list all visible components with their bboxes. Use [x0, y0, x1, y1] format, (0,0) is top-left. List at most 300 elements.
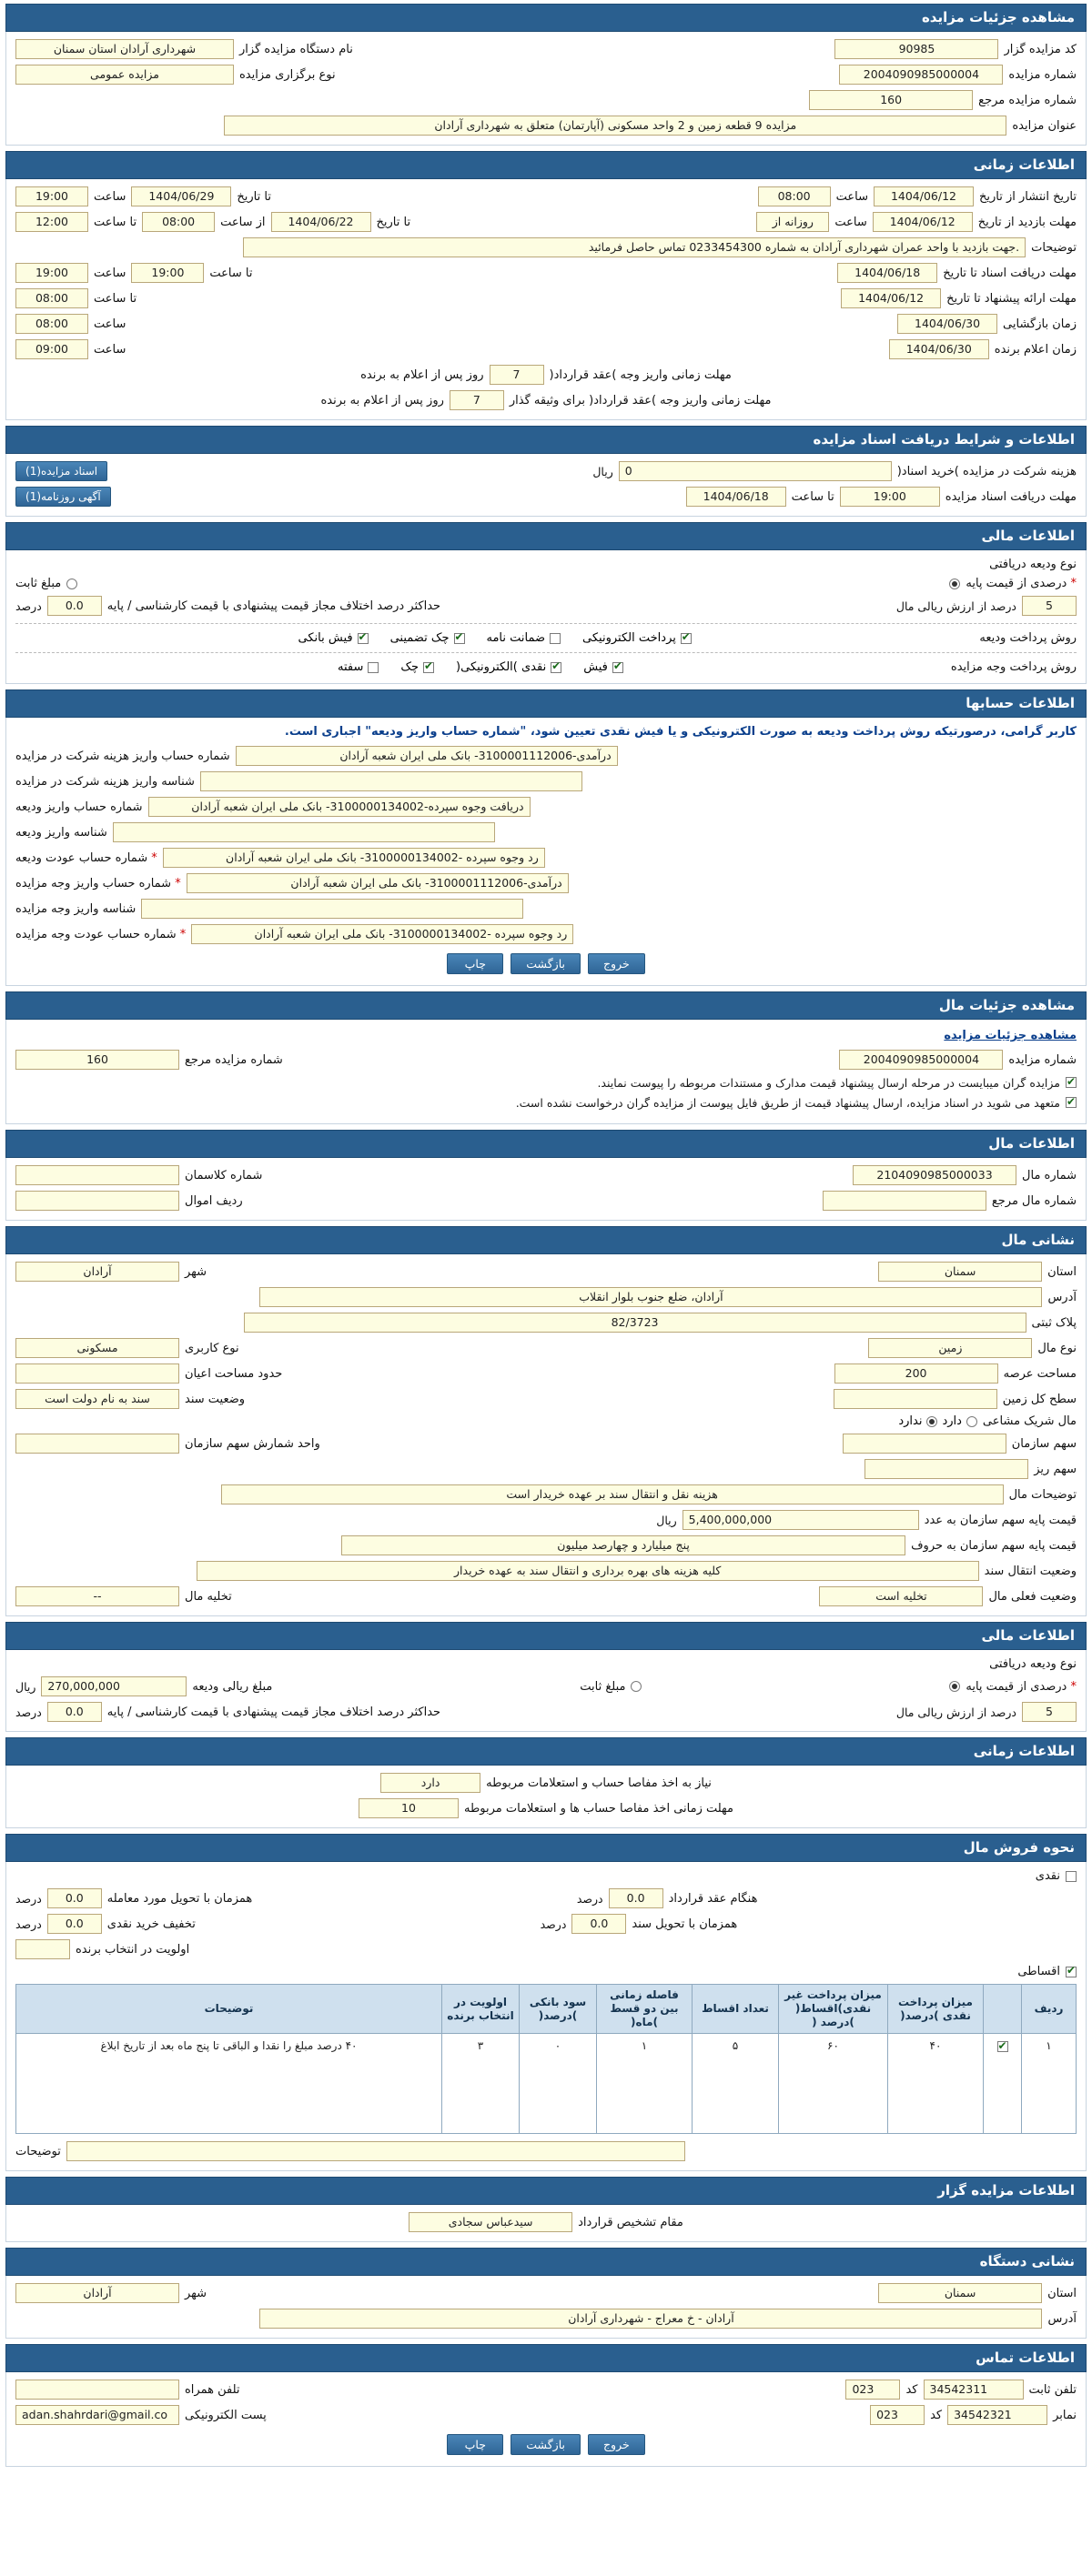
row-doc-deadline	[15, 263, 1077, 283]
checkbox-note-attachments[interactable]	[1066, 1077, 1077, 1088]
label-device-city: شهر	[185, 2286, 207, 2300]
value-sale-desc[interactable]	[66, 2141, 685, 2161]
label-evacuation: تخلیه مال	[185, 1589, 232, 1604]
value-need-clearance[interactable]: دارد	[380, 1773, 480, 1793]
label-joint-none: ندارد	[898, 1414, 923, 1428]
row-province-city	[15, 1262, 1077, 1282]
label-fax: نمابر	[1053, 2408, 1077, 2422]
section-header-property-info: اطلاعات مال	[5, 1130, 1087, 1158]
back-button-top[interactable]: بازگشت	[511, 953, 581, 974]
label-visit-hour-to: تا ساعت	[94, 215, 137, 229]
label-auction-number: شماره مزایده	[1008, 67, 1077, 82]
td-interval: ۱	[597, 2034, 693, 2134]
label-guarantee-letter: ضمانت نامه	[486, 631, 546, 645]
row-account-deposit	[15, 797, 1077, 817]
value-evacuation[interactable]: --	[15, 1586, 179, 1606]
section-header-device-address: نشانی دستگاه	[5, 2248, 1087, 2276]
value-auction-code[interactable]: 90985	[834, 39, 998, 59]
label-publish-time-to: ساعت	[94, 189, 126, 204]
label-account-auction-pay: * شماره حساب واریز وجه مزایده	[15, 877, 181, 891]
checkbox-guarantee-letter[interactable]	[550, 633, 561, 644]
value-doc-deadline-hour2[interactable]: 19:00	[15, 263, 88, 283]
th-description: توضیحات	[16, 1985, 442, 2034]
value-auction-number[interactable]: 2004090985000004	[839, 65, 1003, 85]
value-property-auction-number[interactable]: 2004090985000004	[839, 1050, 1003, 1070]
value-percent-base[interactable]: 5	[1022, 596, 1077, 616]
value-time-desc[interactable]: .جهت بازدید با واحد عمران شهرداری آرادان به شماره 0233454300 تماس حاصل فرمائید	[243, 237, 1026, 257]
value-prop-max-diff[interactable]: 0.0	[47, 1702, 102, 1722]
value-publish-time-to[interactable]: 19:00	[15, 186, 88, 206]
label-participation-cost: هزینه شرکت در مزایده )خرید اسناد(	[896, 464, 1077, 478]
section-header-property: مشاهده جزئیات مال	[5, 991, 1087, 1020]
label-deposit-days: مهلت زمانی واریز وجه )عقد قرارداد(	[549, 367, 732, 382]
value-tel[interactable]: 34542311	[924, 2380, 1024, 2400]
label-cost-unit: ریال	[592, 464, 613, 478]
value-property-number[interactable]: 2104090985000033	[853, 1165, 1016, 1185]
value-winner-date[interactable]: 1404/06/30	[889, 339, 989, 359]
section-body-financial	[5, 550, 1087, 684]
th-interval: فاصله زمانی بین دو قسط )ماه(	[597, 1985, 693, 2034]
label-percent-base-unit: درصد از ارزش ریالی مال	[895, 599, 1016, 613]
value-doc-receive-time[interactable]: 19:00	[840, 487, 940, 507]
label-id-participation: شناسه واریز هزینه شرکت در مزایده	[15, 774, 195, 789]
section-body-property-address	[5, 1254, 1087, 1616]
value-visit-hour-from[interactable]: 08:00	[142, 212, 215, 232]
value-at-doc[interactable]: 0.0	[571, 1914, 626, 1934]
row-publish-date	[15, 186, 1077, 206]
value-visit-hour-to[interactable]: 12:00	[15, 212, 88, 232]
section-header-financial: اطلاعات مالی	[5, 522, 1087, 550]
row-type-usage	[15, 1338, 1077, 1358]
row-device-address	[15, 2309, 1077, 2329]
row-tel	[15, 2380, 1077, 2400]
label-contract-days: مهلت زمانی واریز وجه )عقد قرارداد( برای وثیقه گذار	[509, 393, 772, 408]
section-header-time-info: اطلاعات زمانی	[5, 151, 1087, 179]
exit-button-top[interactable]: خروج	[588, 953, 645, 974]
label-visit-hour-from: از ساعت	[220, 215, 266, 229]
label-deposit-amount-unit: ریال	[15, 1679, 36, 1694]
value-share-detail[interactable]	[864, 1459, 1028, 1479]
checkbox-receipt[interactable]	[612, 662, 623, 673]
value-account-deposit[interactable]: دریافت وجوه سپرده-3100000134002- بانک ملی ایران شعبه آرادان	[148, 797, 531, 817]
label-org-share-unit: واحد شمارش سهم سازمان	[185, 1436, 320, 1451]
checkbox-row-select[interactable]	[997, 2041, 1008, 2052]
label-installment: اقساطی	[1017, 1965, 1060, 1978]
value-priority-winner[interactable]	[15, 1939, 70, 1959]
row-postal	[15, 1313, 1077, 1333]
label-account-participation: شماره حساب واریز هزینه شرکت در مزایده	[15, 749, 230, 763]
value-device-city[interactable]: آرادان	[15, 2283, 179, 2303]
value-cash-discount[interactable]: 0.0	[47, 1914, 102, 1934]
value-city[interactable]: آرادان	[15, 1262, 179, 1282]
th-noncash-percent: میزان پرداخت غیر نقدی)اقساط( )درصد (	[779, 1985, 888, 2034]
radio-joint-none[interactable]	[926, 1416, 937, 1427]
label-visit-time-from: ساعت	[834, 215, 867, 229]
value-device-name[interactable]: شهرداری آرادان استان سمنان	[15, 39, 234, 59]
row-installment-option	[15, 1965, 1077, 1978]
label-max-diff: حداکثر درصد اختلاف مجاز قیمت پیشنهادی با قیمت کارشناسی / پایه	[106, 599, 441, 613]
checkbox-promissory-note[interactable]	[368, 662, 379, 673]
auction-pay-options	[338, 660, 623, 674]
value-account-auction-pay[interactable]: درآمدی-3100001112006- بانک ملی ایران شعبه آرادان	[187, 873, 569, 893]
value-publish-date-to[interactable]: 1404/06/29	[131, 186, 231, 206]
td-installments-count: ۵	[693, 2034, 779, 2134]
label-base-price: قیمت پایه سهم سازمان به عدد	[924, 1513, 1077, 1527]
label-device-address: آدرس	[1047, 2311, 1077, 2326]
label-device-name: نام دستگاه مزایده گزار	[239, 42, 353, 56]
label-max-diff-unit: درصد	[15, 599, 42, 613]
label-at-doc-unit: درصد	[540, 1917, 567, 1931]
value-property-desc[interactable]: هزینه نقل و انتقال سند بر عهده خریدار است	[221, 1484, 1004, 1504]
row-prop-deposit-type	[15, 1657, 1077, 1671]
value-province[interactable]: سمنان	[878, 1262, 1042, 1282]
td-cash-percent: ۴۰	[888, 2034, 984, 2134]
label-ref-property: شماره مال مرجع	[991, 1193, 1077, 1208]
value-device-province[interactable]: سمنان	[878, 2283, 1042, 2303]
value-opening-hour[interactable]: 08:00	[15, 314, 88, 334]
row-at-contract	[15, 1888, 1077, 1908]
value-device-address[interactable]: آرادان - خ معراج - شهرداری آرادان	[259, 2309, 1042, 2329]
label-cash-electronic: نقدی )الکترونیکی(	[456, 660, 547, 674]
radio-percent-base[interactable]	[949, 579, 960, 589]
section-header-sale-method: نحوه فروش مال	[5, 1834, 1087, 1862]
row-prop-percent-value	[15, 1702, 1077, 1722]
th-select	[984, 1985, 1022, 2034]
checkbox-cash-sale[interactable]	[1066, 1871, 1077, 1882]
section-header-property-address: نشانی مال	[5, 1226, 1087, 1254]
checkbox-installment[interactable]	[1066, 1967, 1077, 1977]
back-button-bottom[interactable]: بازگشت	[511, 2434, 581, 2455]
label-need-clearance: نیاز به اخذ مفاصا حساب و استعلامات مربوطه	[486, 1776, 712, 1790]
row-participation-cost	[15, 461, 1077, 481]
label-doc-deadline: مهلت دریافت اسناد تا تاریخ	[943, 266, 1077, 280]
auction-documents-button[interactable]: اسناد مزایده(1)	[15, 461, 107, 481]
value-contract-days[interactable]: 7	[450, 390, 504, 410]
footer-button-row	[15, 2434, 1077, 2457]
section-body-property	[5, 1020, 1087, 1124]
td-select[interactable]	[984, 2034, 1022, 2134]
value-offer-deadline-date[interactable]: 1404/06/12	[841, 288, 941, 308]
label-id-auction-pay: شناسه واریز وجه مزایده	[15, 901, 136, 916]
value-auction-type[interactable]: مزایده عمومی	[15, 65, 234, 85]
row-fax-email	[15, 2405, 1077, 2425]
row-account-participation	[15, 746, 1077, 766]
row-deposit-type	[15, 558, 1077, 571]
label-signer: مقام تشخیص قرارداد	[578, 2215, 683, 2229]
row-number-type	[15, 65, 1077, 85]
label-joint-share: مال شریک مشاعی	[982, 1414, 1077, 1428]
label-cash-sale: نقدی	[1035, 1869, 1060, 1883]
value-area[interactable]: 200	[834, 1363, 998, 1384]
label-check: چک	[400, 660, 420, 674]
value-at-delivery[interactable]: 0.0	[47, 1888, 102, 1908]
radio-joint-has[interactable]	[966, 1416, 977, 1427]
value-building-area[interactable]	[15, 1363, 179, 1384]
section-header-accounts: اطلاعات حسابها	[5, 689, 1087, 718]
label-at-contract-unit: درصد	[576, 1891, 603, 1906]
th-cash-percent: میزان پرداخت نقدی )درصد(	[888, 1985, 984, 2034]
label-publish-date-to: تا تاریخ	[237, 189, 271, 204]
label-device-province: استان	[1047, 2286, 1077, 2300]
row-need-clearance	[15, 1773, 1077, 1793]
note-no-file-offer-text: متعهد می شوید در اسناد مزایده، ارسال پیشنهاد قیمت از طریق فایل پیوست از مزایده گران درخواست نشده است.	[515, 1095, 1060, 1110]
row-cash-option	[15, 1869, 1077, 1883]
label-account-refund-deposit: * شماره حساب عودت ودیعه	[15, 851, 157, 865]
checkbox-bank-receipt[interactable]	[358, 633, 369, 644]
section-body-time-info	[5, 179, 1087, 420]
row-deposit-days	[15, 365, 1077, 385]
value-id-deposit[interactable]	[113, 822, 495, 842]
joint-share-options	[898, 1414, 977, 1428]
value-deposit-amount[interactable]: 270,000,000	[41, 1676, 187, 1696]
label-doc-receive-deadline: مهلت دریافت اسناد مزایده	[945, 489, 1077, 504]
value-deposit-days[interactable]: 7	[490, 365, 544, 385]
value-account-refund-auction[interactable]: رد وجوه سپرده -3100000134002- بانک ملی ایران شعبه آرادان	[191, 924, 573, 944]
row-ref-number	[15, 90, 1077, 110]
value-property-type[interactable]: زمین	[868, 1338, 1032, 1358]
section-body-accounts	[5, 718, 1087, 986]
td-description: ۴۰ درصد مبلغ را نقدا و الباقی تا پنج ماه بعد از تاریخ ابلاغ	[16, 2034, 442, 2134]
value-id-participation[interactable]	[200, 771, 582, 791]
section-body-property-time	[5, 1766, 1087, 1828]
value-prop-percent-base[interactable]: 5	[1022, 1702, 1077, 1722]
row-contract-days	[15, 390, 1077, 410]
row-percent-base-value	[15, 596, 1077, 616]
label-time-desc: توضیحات	[1031, 240, 1077, 255]
label-fixed-amount: مبلغ ثابت	[15, 577, 62, 590]
value-doc-deadline-date[interactable]: 1404/06/18	[837, 263, 937, 283]
value-fax-code[interactable]: 023	[870, 2405, 925, 2425]
label-receipt: فیش	[583, 660, 608, 674]
value-subject[interactable]: مزایده 9 قطعه زمین و 2 واحد مسکونی (آپارتمان) متعلق به شهرداری آرادان	[224, 116, 1006, 136]
label-contract-days-suffix: روز پس از اعلام به برنده	[320, 393, 444, 408]
row-percent-base	[15, 577, 1077, 590]
label-current-status: وضعیت فعلی مال	[988, 1589, 1077, 1604]
value-visit-date-to[interactable]: 1404/06/22	[271, 212, 371, 232]
value-base-price-words[interactable]: پنج میلیارد و چهارصد میلیون	[341, 1535, 905, 1555]
label-winner-hour: ساعت	[94, 342, 126, 357]
row-transfer-status	[15, 1561, 1077, 1581]
section-header-doc-terms: اطلاعات و شرایط دریافت اسناد مزایده	[5, 426, 1087, 454]
value-address[interactable]: آرادان، ضلع جنوب بلوار انقلاب	[259, 1287, 1042, 1307]
row-prop-percent-base	[15, 1676, 1077, 1696]
row-sale-desc	[15, 2141, 1077, 2161]
td-interest: ۰	[520, 2034, 597, 2134]
row-joint-share	[15, 1414, 1077, 1428]
radio-prop-percent-base[interactable]	[949, 1681, 960, 1692]
td-priority: ۳	[442, 2034, 520, 2134]
label-base-price-unit: ریال	[656, 1513, 677, 1527]
section-header-auctioneer: اطلاعات مزایده گزار	[5, 2177, 1087, 2205]
value-usage-type[interactable]: مسکونی	[15, 1338, 179, 1358]
label-mobile: تلفن همراه	[185, 2382, 240, 2397]
value-fax[interactable]: 34542321	[947, 2405, 1047, 2425]
print-button-bottom[interactable]: چاپ	[447, 2434, 503, 2455]
section-body-sale-method	[5, 1862, 1087, 2171]
checkbox-electronic-payment[interactable]	[681, 633, 692, 644]
row-id-participation	[15, 771, 1077, 791]
label-offer-deadline: مهلت ارائه پیشنهاد تا تاریخ	[946, 291, 1077, 306]
value-ref-number[interactable]: 160	[809, 90, 973, 110]
row-subject	[15, 116, 1077, 136]
print-button-top[interactable]: چاپ	[447, 953, 503, 974]
divider-financial-2	[15, 652, 1077, 653]
value-max-diff[interactable]: 0.0	[47, 596, 102, 616]
value-account-participation[interactable]: درآمدی-3100001112006- بانک ملی ایران شعبه آرادان	[236, 746, 618, 766]
value-opening-date[interactable]: 1404/06/30	[897, 314, 997, 334]
section-header-property-financial: اطلاعات مالی	[5, 1622, 1087, 1650]
newspaper-notice-button[interactable]: آگهی روزنامه(1)	[15, 487, 111, 507]
label-opening-hour: ساعت	[94, 317, 126, 331]
row-share-detail	[15, 1459, 1077, 1479]
section-body-auction-details	[5, 32, 1087, 146]
label-fax-code: کد	[930, 2408, 943, 2422]
label-publish-date: تاریخ انتشار از تاریخ	[978, 189, 1077, 204]
row-doc-deadline-2	[15, 487, 1077, 507]
row-property-auction-number	[15, 1050, 1077, 1070]
value-clearance-days[interactable]: 10	[359, 1798, 459, 1818]
value-ref-property[interactable]	[823, 1191, 986, 1211]
label-at-contract: هنگام عقد قرارداد	[668, 1891, 758, 1906]
label-clearance-days: مهلت زمانی اخذ مفاصا حساب ها و استعلامات مربوطه	[463, 1801, 734, 1816]
section-header-contact: اطلاعات تماس	[5, 2344, 1087, 2372]
subheader-auction-details: مشاهده جزئیات مزایده	[944, 1029, 1077, 1042]
value-tel-code[interactable]: 023	[845, 2380, 900, 2400]
value-current-status[interactable]: تخلیه است	[819, 1586, 983, 1606]
row-auction-pay-method	[15, 660, 1077, 674]
row-id-auction-pay	[15, 899, 1077, 919]
value-doc-receive-date[interactable]: 1404/06/18	[686, 487, 786, 507]
checkbox-note-no-file-offer[interactable]	[1066, 1097, 1077, 1108]
label-bank-receipt: فیش بانکی	[298, 631, 353, 645]
value-participation-cost[interactable]: 0	[619, 461, 892, 481]
label-base-price-words: قیمت پایه سهم سازمان به حروف	[911, 1538, 1077, 1553]
value-asset-row[interactable]	[15, 1191, 179, 1211]
value-signer[interactable]: سیدعباس سجادی	[409, 2212, 572, 2232]
checkbox-guaranteed-check[interactable]	[454, 633, 465, 644]
label-priority-winner: اولویت در انتخاب برنده	[76, 1942, 190, 1957]
value-doc-deadline-time[interactable]: 19:00	[131, 263, 204, 283]
label-tel: تلفن ثابت	[1028, 2382, 1077, 2397]
label-property-number: شماره مال	[1022, 1168, 1077, 1182]
value-account-refund-deposit[interactable]: رد وجوه سپرده -3100000134002- بانک ملی ایران شعبه آرادان	[163, 848, 545, 868]
label-doc-receive-mid: تا ساعت	[791, 489, 834, 504]
row-priority-winner	[15, 1939, 1077, 1959]
row-account-refund-deposit	[15, 848, 1077, 868]
row-offer-deadline	[15, 288, 1077, 308]
section-body-property-financial	[5, 1650, 1087, 1732]
value-base-price[interactable]: 5,400,000,000	[682, 1510, 919, 1530]
installment-table	[15, 1984, 1077, 2134]
section-header-auction-details: مشاهده جزئیات مزایده	[5, 4, 1087, 32]
value-email[interactable]: adan.shahrdari@gmail.co	[15, 2405, 179, 2425]
label-opening-time: زمان بازگشایی	[1003, 317, 1077, 331]
radio-prop-fixed[interactable]	[631, 1681, 642, 1692]
value-publish-date-from[interactable]: 1404/06/12	[874, 186, 974, 206]
value-mobile[interactable]	[15, 2380, 179, 2400]
exit-button-bottom[interactable]: خروج	[588, 2434, 645, 2455]
row-signer	[15, 2212, 1077, 2232]
row-visit-date	[15, 212, 1077, 232]
label-electronic-payment: پرداخت الکترونیکی	[582, 631, 676, 645]
value-postal-plate[interactable]: 82/3723	[244, 1313, 1026, 1333]
label-share-detail: سهم ریز	[1034, 1462, 1077, 1476]
row-at-doc	[15, 1914, 1077, 1934]
value-org-share-unit[interactable]	[15, 1434, 179, 1454]
value-winner-hour[interactable]: 09:00	[15, 339, 88, 359]
row-total-land	[15, 1389, 1077, 1409]
deposit-method-options	[298, 631, 692, 645]
table-row	[16, 2034, 1077, 2134]
label-at-delivery: همزمان با تحویل مورد معامله	[106, 1891, 253, 1906]
label-prop-percent-unit: درصد از ارزش ریالی مال	[895, 1705, 1016, 1719]
label-address: آدرس	[1047, 1290, 1077, 1304]
label-publish-time-from: ساعت	[835, 189, 868, 204]
value-transfer-status[interactable]: کلیه هزینه های بهره برداری و انتقال سند به عهده خریدار	[197, 1561, 979, 1581]
label-doc-deadline-time: تا ساعت	[209, 266, 253, 280]
row-device-province-city	[15, 2283, 1077, 2303]
label-at-delivery-unit: درصد	[15, 1891, 42, 1906]
label-prop-max-diff-unit: درصد	[15, 1705, 42, 1719]
section-body-auctioneer	[5, 2205, 1087, 2242]
label-prop-max-diff: حداکثر درصد اختلاف مجاز قیمت پیشنهادی با قیمت کارشناسی / پایه	[106, 1705, 441, 1719]
label-org-share: سهم سازمان	[1011, 1436, 1077, 1451]
label-prop-fixed: مبلغ ثابت	[580, 1679, 626, 1694]
section-body-contact	[5, 2372, 1087, 2467]
value-id-auction-pay[interactable]	[141, 899, 523, 919]
row-property-desc	[15, 1484, 1077, 1504]
value-publish-time-from[interactable]: 08:00	[758, 186, 831, 206]
section-body-doc-terms	[5, 454, 1087, 517]
th-priority: اولویت در انتخاب برنده	[442, 1985, 520, 2034]
value-doc-status[interactable]: سند به نام دولت است	[15, 1389, 179, 1409]
accounts-warning: کاربر گرامی، درصورتیکه روش پرداخت ودیعه به صورت الکترونیکی و یا فیش نقدی تعیین شود، "شماره حساب واریز ودیعه" اجباری است.	[284, 725, 1077, 739]
row-ref-property	[15, 1191, 1077, 1211]
label-id-deposit: شناسه واریز ودیعه	[15, 825, 107, 840]
value-visit-date-from[interactable]: 1404/06/12	[873, 212, 973, 232]
row-property-number	[15, 1165, 1077, 1185]
value-visit-time-from[interactable]: روزانه از	[756, 212, 829, 232]
row-address	[15, 1287, 1077, 1307]
label-area: مساحت عرصه	[1003, 1366, 1077, 1381]
row-account-auction-pay	[15, 873, 1077, 893]
th-interest: سود بانکی )درصد(	[520, 1985, 597, 2034]
radio-fixed-amount[interactable]	[66, 579, 77, 589]
note-no-file-offer	[15, 1095, 1077, 1112]
row-id-deposit	[15, 822, 1077, 842]
note-attachments	[15, 1075, 1077, 1092]
label-province: استان	[1047, 1264, 1077, 1279]
label-doc-status: وضعیت سند	[185, 1392, 246, 1406]
note-attachments-text: مزایده گران میبایست در مرحله ارسال پیشنهاد قیمت مدارک و مستندات مربوطه را پیوست نمایند.	[597, 1076, 1060, 1090]
label-usage-type: نوع کاربری	[185, 1341, 239, 1355]
value-org-share[interactable]	[843, 1434, 1006, 1454]
value-property-ref-number[interactable]: 160	[15, 1050, 179, 1070]
checkbox-check[interactable]	[423, 662, 434, 673]
value-total-land[interactable]	[834, 1389, 997, 1409]
value-offer-deadline-time[interactable]: 08:00	[15, 288, 88, 308]
checkbox-cash-electronic[interactable]	[551, 662, 561, 673]
label-joint-has: دارد	[942, 1414, 962, 1428]
label-visit-date-to: تا تاریخ	[376, 215, 411, 229]
td-noncash-percent: ۶۰	[779, 2034, 888, 2134]
row-area	[15, 1363, 1077, 1384]
row-winner-time	[15, 339, 1077, 359]
label-deposit-days-suffix: روز پس از اعلام به برنده	[360, 367, 484, 382]
value-class-number[interactable]	[15, 1165, 179, 1185]
value-at-contract[interactable]: 0.0	[609, 1888, 663, 1908]
label-sale-desc: توضیحات	[15, 2144, 61, 2158]
